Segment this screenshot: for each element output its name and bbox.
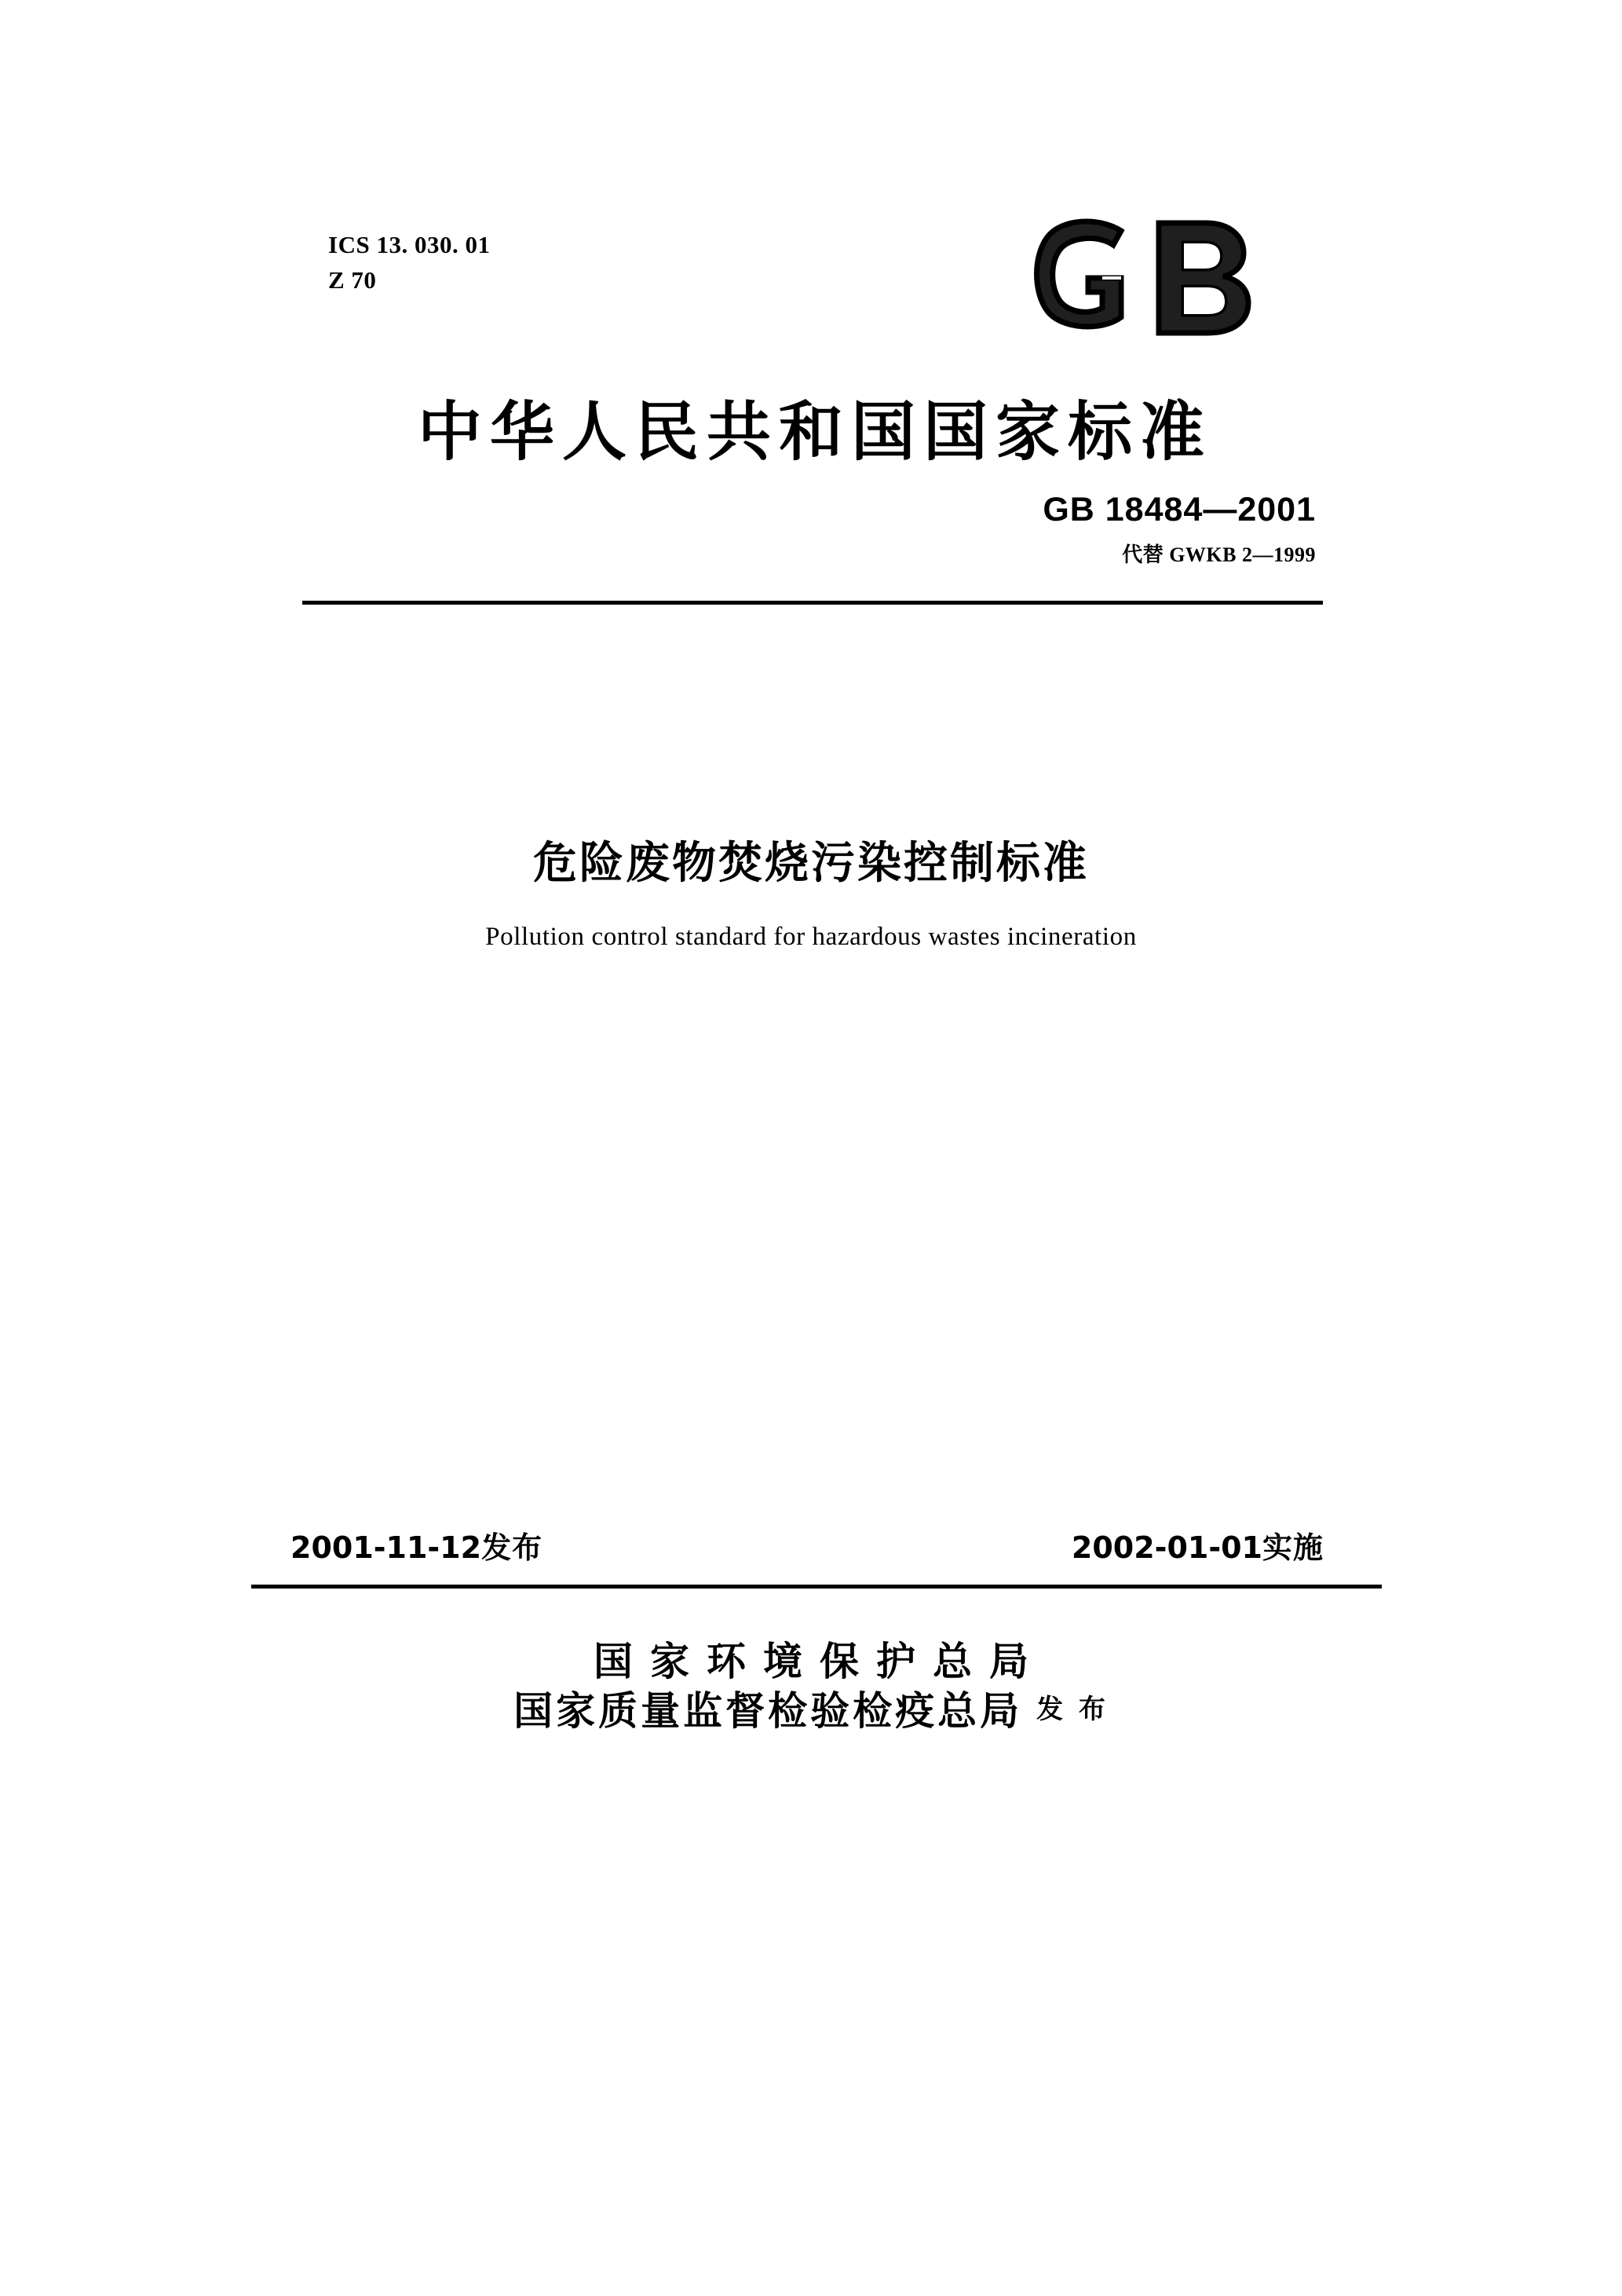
- issuing-organizations: [0, 1637, 1622, 1735]
- national-standard-title: 中华人民共和国国家标准: [417, 395, 1212, 470]
- issuer-row-2: [513, 1687, 1109, 1736]
- issue-date-value: 2001-11-12: [290, 1530, 482, 1565]
- gb-logo-icon: [1021, 210, 1280, 336]
- issue-date-label: 发布: [481, 1530, 543, 1565]
- standard-number-block: [1043, 491, 1316, 568]
- divider-bottom: [251, 1585, 1382, 1589]
- publish-label: 发 布: [1036, 1693, 1109, 1725]
- ics-code: ICS 13. 030. 01: [328, 231, 491, 258]
- issuer-organization-2: 国家质量监督检验检疫总局: [513, 1687, 1023, 1734]
- divider-top: [302, 601, 1323, 605]
- issuer-organization-1: 国家环境保护总局: [594, 1639, 1046, 1684]
- effective-date-label: 实施: [1262, 1530, 1324, 1565]
- standard-number: GB 18484—2001: [1043, 491, 1316, 528]
- classification-code: Z 70: [328, 265, 377, 294]
- document-title-cn: 危险废物焚烧污染控制标准: [533, 838, 1089, 889]
- standard-replaces: 代替 GWKB 2—1999: [1122, 543, 1316, 566]
- ics-block: [328, 228, 490, 298]
- issue-date: [290, 1523, 542, 1567]
- effective-date: [1072, 1523, 1324, 1567]
- document-title-en: Pollution control standard for hazardous wastes incineration: [485, 923, 1137, 951]
- effective-date-value: 2002-01-01: [1071, 1530, 1262, 1565]
